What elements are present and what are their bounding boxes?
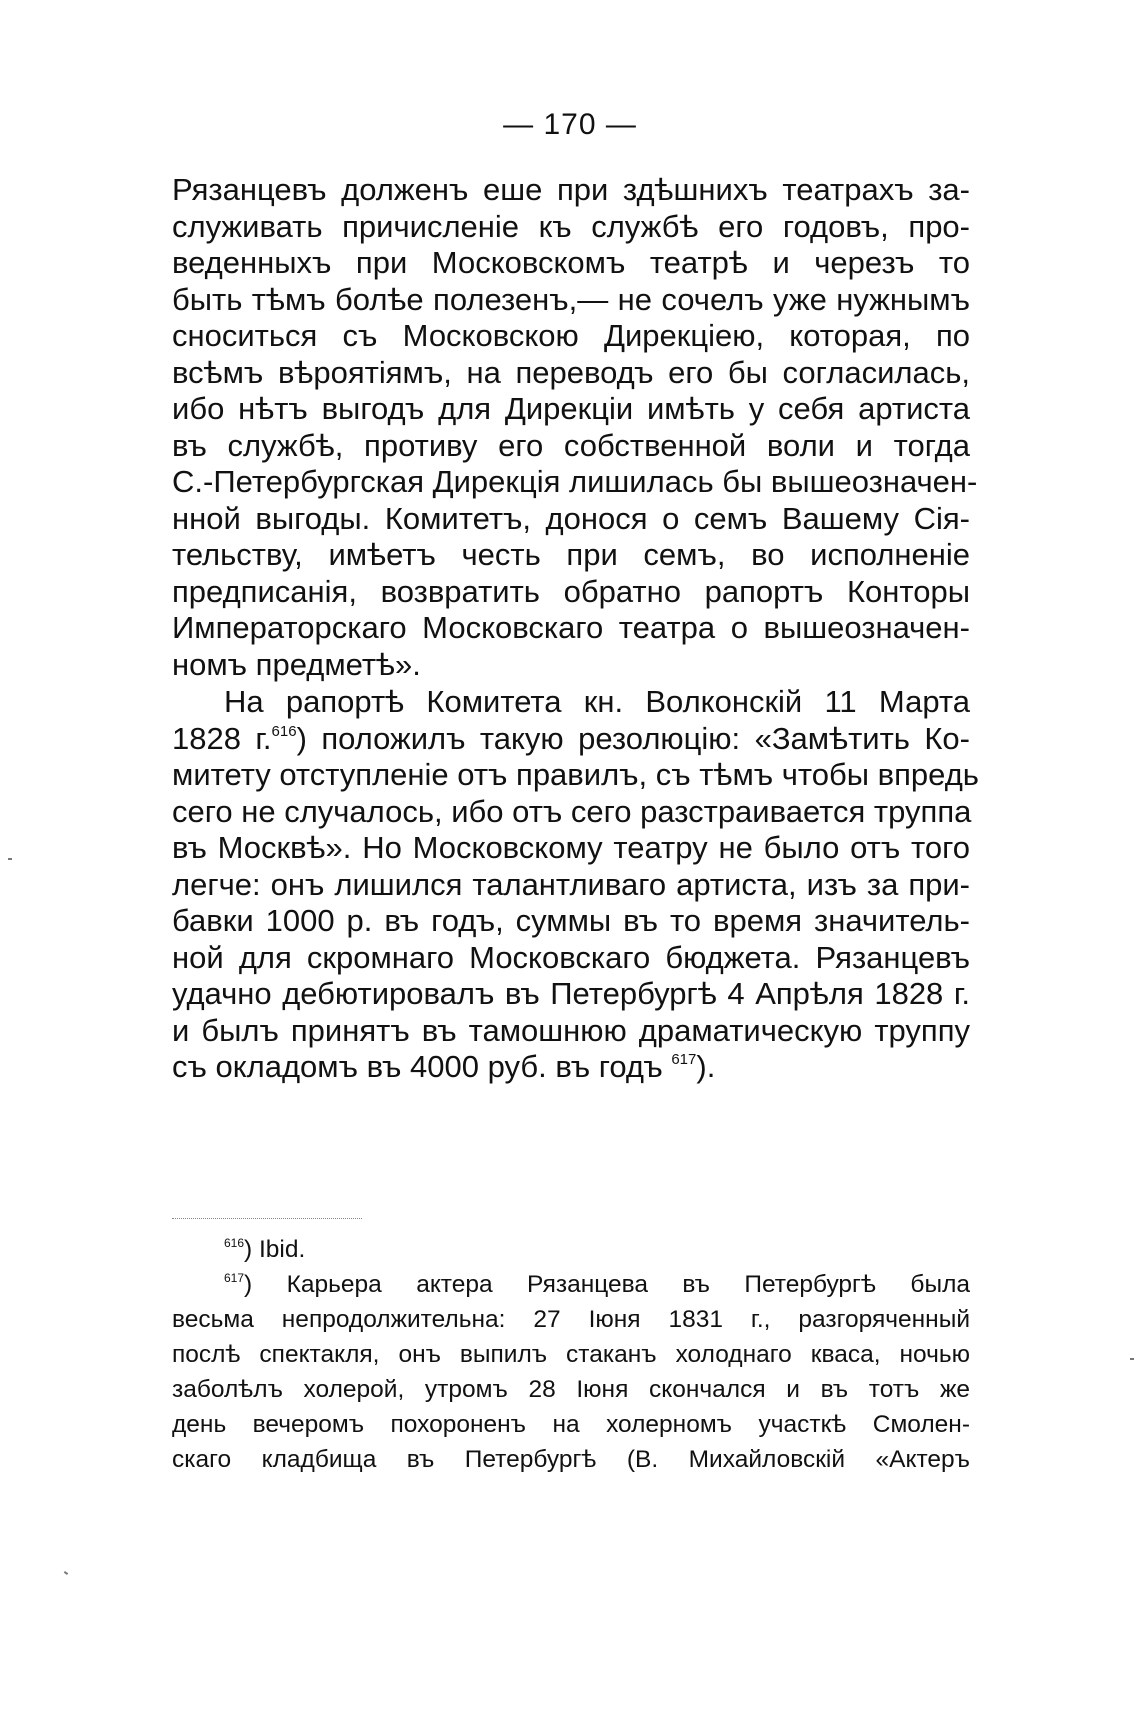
footnote-text: ) Карьера актера Рязанцева въ Петербургѣ была xyxy=(244,1271,970,1298)
footnote-line: послѣ спектакля, онъ выпилъ стаканъ холоднаго кваса, ночью xyxy=(172,1341,970,1368)
text-line: сего не случалось, ибо отъ сего разстраивается труппа xyxy=(172,793,972,829)
text-line: сноситься съ Московскою Дирекціею, которая, по xyxy=(172,318,970,353)
footnote-line: скаго кладбища въ Петербургѣ (В. Михайловскій «Актеръ xyxy=(172,1446,970,1473)
line-start: съ окладомъ въ 4000 руб. въ годъ xyxy=(172,1049,663,1084)
footnote-ref-617[interactable]: 617 xyxy=(671,1051,697,1068)
ref-paren: ) xyxy=(296,720,307,756)
text-line: всѣмъ вѣроятіямъ, на переводъ его бы согласилась, xyxy=(172,354,970,390)
text-line: удачно дебютировалъ въ Петербургѣ 4 Апрѣля 1828 г. xyxy=(172,976,970,1011)
text-line: митету отступленіе отъ правилъ, съ тѣмъ чтобы впредь xyxy=(172,757,979,792)
footnote-ref-616[interactable]: 616 xyxy=(271,722,297,740)
text-line: бавки 1000 р. въ годъ, суммы въ то время значитель- xyxy=(172,903,970,938)
text-line: веденныхъ при Московскомъ театрѣ и черезъ то xyxy=(172,245,970,280)
text-line: служивать причисленіе къ службѣ его годовъ, про- xyxy=(172,208,970,244)
text-line xyxy=(172,721,970,758)
text-line: С.-Петербургская Дирекція лишилась бы вышеозначен- xyxy=(172,464,978,499)
text-line: Рязанцевъ долженъ еше при здѣшнихъ театрахъ за- xyxy=(172,172,970,207)
footnote-line: заболѣлъ холерой, утромъ 28 Іюня скончался и въ тотъ же xyxy=(172,1376,970,1403)
text-line: въ Москвѣ». Но Московскому театру не было отъ того xyxy=(172,830,970,865)
footnote-separator xyxy=(172,1218,362,1219)
scan-speck xyxy=(8,858,12,860)
scan-speck xyxy=(64,1571,68,1575)
text-line: Императорскаго Московскаго театра о вышеозначен- xyxy=(172,610,970,645)
text-line: На рапортѣ Комитета кн. Волконскій 11 Марта xyxy=(224,684,970,719)
text-line: въ службѣ, противу его собственной воли и тогда xyxy=(172,427,970,463)
footnote-number: 617 xyxy=(224,1271,245,1285)
text-line: нной выгоды. Комитетъ, донося о семъ Вашему Сія- xyxy=(172,500,970,536)
paragraph-2 xyxy=(172,684,979,1086)
scan-speck xyxy=(1130,1358,1134,1360)
footnote-line: день вечеромъ похороненъ на холерномъ участкѣ Смолен- xyxy=(172,1411,970,1438)
text-line: быть тѣмъ болѣе полезенъ,— не сочелъ уже нужнымъ xyxy=(172,281,970,317)
footnote-text: ) Ibid. xyxy=(244,1236,306,1263)
page-number: — 170 — xyxy=(503,108,637,141)
main-text xyxy=(172,172,979,1086)
text-line xyxy=(172,1049,970,1086)
text-line: номъ предметѣ». xyxy=(172,646,421,682)
line-rest: положилъ такую резолюцію: «Замѣтить Ко- xyxy=(321,720,970,756)
ref-paren: ). xyxy=(696,1049,716,1084)
text-line: легче: онъ лишился талантливаго артиста, изъ за при- xyxy=(172,866,970,902)
paragraph-1 xyxy=(172,172,978,683)
text-line: и былъ принятъ въ тамошнюю драматическую труппу xyxy=(172,1012,970,1048)
footnote-616 xyxy=(172,1232,970,1267)
year-text: 1828 г. xyxy=(172,720,272,756)
text-line: тельству, имѣетъ честь при семъ, во исполненіе xyxy=(172,537,970,572)
footnote-line: весьма непродолжительна: 27 Іюня 1831 г., разгоряченный xyxy=(172,1306,970,1333)
text-line: ибо нѣтъ выгодъ для Дирекціи имѣть у себя артиста xyxy=(172,391,970,426)
text-line: предписанія, возвратить обратно рапортъ Конторы xyxy=(172,573,970,609)
footnote-number: 616 xyxy=(224,1236,245,1250)
footnote-617-line xyxy=(172,1267,970,1302)
footnotes xyxy=(172,1232,970,1477)
text-line: ной для скромнаго Московскаго бюджета. Рязанцевъ xyxy=(172,939,970,975)
